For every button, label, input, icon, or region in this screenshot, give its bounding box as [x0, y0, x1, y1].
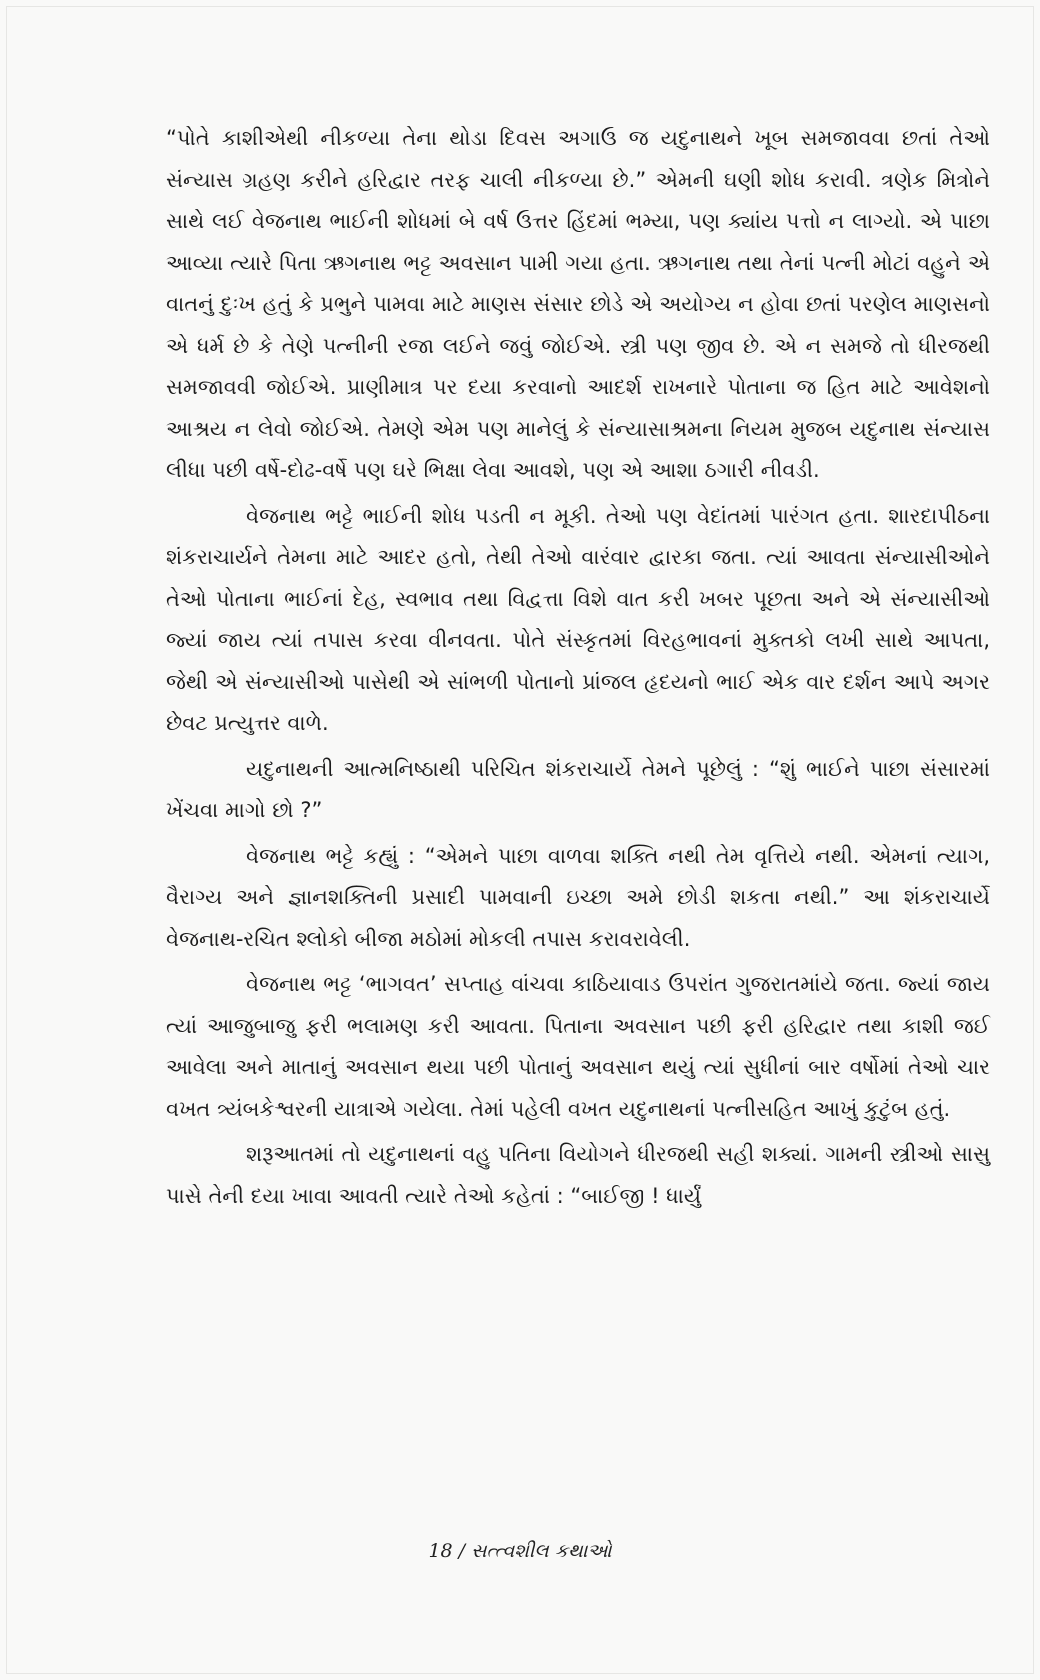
paragraph-3: યદુનાથની આત્મનિષ્ઠાથી પરિચિત શંકરાચાર્યે તેમને પૂછેલું : “શું ભાઈને પાછા સંસારમાં ખેંચવા માગો છો ?”: [166, 756, 990, 822]
page-footer: 18 / સત્ત્વશીલ કથાઓ: [428, 1540, 612, 1562]
paragraph-1: “પોતે કાશીએથી નીકળ્યા તેના થોડા દિવસ અગાઉ જ યદુનાથને ખૂબ સમજાવવા છતાં તેઓ સંન્યાસ ગ્રહણ કરીને હરિદ્વાર તરફ ચાલી નીકળ્યા છે.” એમની ઘણી શોધ કરાવી. ત્રણેક મિત્રોને સાથે લઈ વેજનાથ ભાઈની શોધમાં બે વર્ષ ઉત્તર હિંદમાં ભમ્યા, પણ ક્યાંય પત્તો ન લાગ્યો. એ પાછા આવ્યા ત્યારે પિતા ઋગનાથ ભટ્ટ અવસાન પામી ગયા હતા. ઋગનાથ તથા તેનાં પત્ની મોટાં વહુને એ વાતનું દુઃખ હતું કે પ્રભુને પામવા માટે માણસ સંસાર છોડે એ અયોગ્ય ન હોવા છતાં પરણેલ માણસનો એ ધર્મ છે કે તેણે પત્નીની રજા લઈને જવું જોઈએ. સ્ત્રી પણ જીવ છે. એ ન સમજે તો ધીરજથી સમજાવવી જોઈએ. પ્રાણીમાત્ર પર દયા કરવાનો આદર્શ રાખનારે પોતાના જ હિત માટે આવેશનો આશ્રય ન લેવો જોઈએ. તેમણે એમ પણ માનેલું કે સંન્યાસાશ્રમના નિયમ મુજબ યદુનાથ સંન્યાસ લીધા પછી વર્ષે-દોઢ-વર્ષે પણ ઘરે ભિક્ષા લેવા આવશે, પણ એ આશા ઠગારી નીવડી.: [166, 126, 990, 482]
paragraph-5: વેજનાથ ભટ્ટ ‘ભાગવત’ સપ્તાહ વાંચવા કાઠિયાવાડ ઉપરાંત ગુજરાતમાંયે જતા. જ્યાં જાય ત્યાં આજુબાજુ ફરી ભલામણ કરી આવતા. પિતાના અવસાન પછી ફરી હરિદ્વાર તથા કાશી જઈ આવેલા અને માતાનું અવસાન થયા પછી પોતાનું અવસાન થયું ત્યાં સુધીનાં બાર વર્ષોમાં તેઓ ચાર વખત ત્ર્યંબકેશ્વરની યાત્રાએ ગયેલા. તેમાં પહેલી વખત યદુનાથનાં પત્નીસહિત આખું કુટુંબ હતું.: [166, 972, 990, 1121]
paragraph-4: વેજનાથ ભટ્ટે કહ્યું : “એમને પાછા વાળવા શક્તિ નથી તેમ વૃત્તિયે નથી. એમનાં ત્યાગ, વૈરાગ્ય અને જ્ઞાનશક્તિની પ્રસાદી પામવાની ઇચ્છા અમે છોડી શકતા નથી.” આ શંકરાચાર્યે વેજનાથ-રચિત શ્લોકો બીજા મઠોમાં મોકલી તપાસ કરાવરાવેલી.: [166, 843, 990, 951]
paragraph-6: શરૂઆતમાં તો યદુનાથનાં વહુ પતિના વિયોગને ધીરજથી સહી શક્યાં. ગામની સ્ત્રીઓ સાસુ પાસે તેની દયા ખાવા આવતી ત્યારે તેઓ કહેતાં : “બાઈજી ! ધાર્યું: [166, 1142, 990, 1208]
paragraph-2: વેજનાથ ભટ્ટે ભાઈની શોધ પડતી ન મૂકી. તેઓ પણ વેદાંતમાં પારંગત હતા. શારદાપીઠના શંકરાચાર્યને તેમના માટે આદર હતો, તેથી તેઓ વારંવાર દ્વારકા જતા. ત્યાં આવતા સંન્યાસીઓને તેઓ પોતાના ભાઈનાં દેહ, સ્વભાવ તથા વિદ્વત્તા વિશે વાત કરી ખબર પૂછતા અને એ સંન્યાસીઓ જ્યાં જાય ત્યાં તપાસ કરવા વીનવતા. પોતે સંસ્કૃતમાં વિરહભાવનાં મુક્તકો લખી સાથે આપતા, જેથી એ સંન્યાસીઓ પાસેથી એ સાંભળી પોતાનો પ્રાંજલ હૃદયનો ભાઈ એક વાર દર્શન આપે અગર છેવટ પ્રત્યુત્તર વાળે.: [166, 503, 990, 735]
page-body-text: [166, 118, 990, 1221]
